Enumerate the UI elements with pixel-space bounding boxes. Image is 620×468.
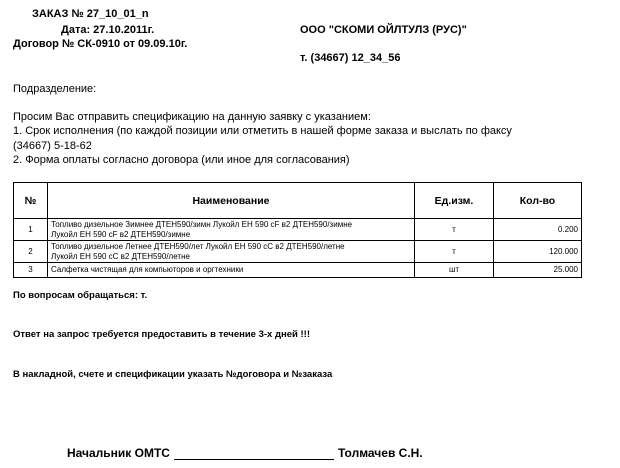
header-qty: Кол-во: [494, 183, 582, 219]
row-qty: 120.000: [494, 241, 582, 263]
row-name-line1: Салфетка чистящая для компьюторов и оргтехники: [51, 265, 244, 274]
row-unit: т: [415, 241, 494, 263]
order-date: Дата: 27.10.2011г.: [61, 24, 155, 36]
header-num: №: [14, 183, 48, 219]
row-unit: шт: [415, 263, 494, 278]
contact-note: По вопросам обращаться: т.: [13, 290, 148, 301]
contract-reference: Договор № СК-0910 от 09.09.10г.: [13, 38, 188, 50]
row-num: 2: [14, 241, 48, 263]
row-name: [48, 219, 415, 241]
request-item-2: 2. Форма оплаты согласно договора (или иное для согласования): [13, 154, 350, 166]
row-unit: т: [415, 219, 494, 241]
signature-block: [67, 446, 423, 460]
row-name-line1: Топливо дизельное Зимнее ДТЕН590/зимн Лукойл ЕН 590 сF в2 ДТЕН590/зимне: [51, 219, 353, 229]
order-number: ЗАКАЗ № 27_10_01_n: [32, 8, 149, 20]
row-name-line2: Лукойл ЕН 590 сF в2 ДТЕН590/зимне: [51, 229, 191, 239]
signature-line: [174, 447, 334, 460]
row-name: [48, 241, 415, 263]
table-row: [14, 263, 582, 278]
request-item-1: 1. Срок исполнения (по каждой позиции или отметить в нашей форме заказа и выслать по факсу: [13, 125, 512, 137]
table-row: [14, 241, 582, 263]
row-qty: 25.000: [494, 263, 582, 278]
header-name: Наименование: [48, 183, 415, 219]
row-num: 1: [14, 219, 48, 241]
deadline-note: Ответ на запрос требуется предоставить в течение 3-х дней !!!: [13, 329, 310, 340]
request-text: Просим Вас отправить спецификацию на данную заявку с указанием:: [13, 111, 371, 123]
signature-title: Начальник ОМТС: [67, 446, 170, 460]
table-header-row: [14, 183, 582, 219]
row-name: [48, 263, 415, 278]
company-name: ООО "СКОМИ ОЙЛТУЛЗ (РУС)": [300, 24, 467, 36]
department-label: Подразделение:: [13, 83, 97, 95]
row-name-line2: Лукойл ЕН 590 сС в2 ДТЕН590/летне: [51, 251, 190, 261]
row-qty: 0.200: [494, 219, 582, 241]
signature-name: Толмачев С.Н.: [337, 446, 423, 460]
invoice-note: В накладной, счете и спецификации указать №договора и №заказа: [13, 369, 333, 380]
table-row: [14, 219, 582, 241]
row-num: 3: [14, 263, 48, 278]
request-item-1-fax: (34667) 5-18-62: [13, 140, 92, 152]
company-phone: т. (34667) 12_34_56: [300, 52, 401, 64]
row-name-line1: Топливо дизельное Летнее ДТЕН590/лет Лукойл ЕН 590 сС в2 ДТЕН590/летне: [51, 241, 345, 251]
header-unit: Ед.изм.: [415, 183, 494, 219]
specification-table: [13, 182, 582, 278]
